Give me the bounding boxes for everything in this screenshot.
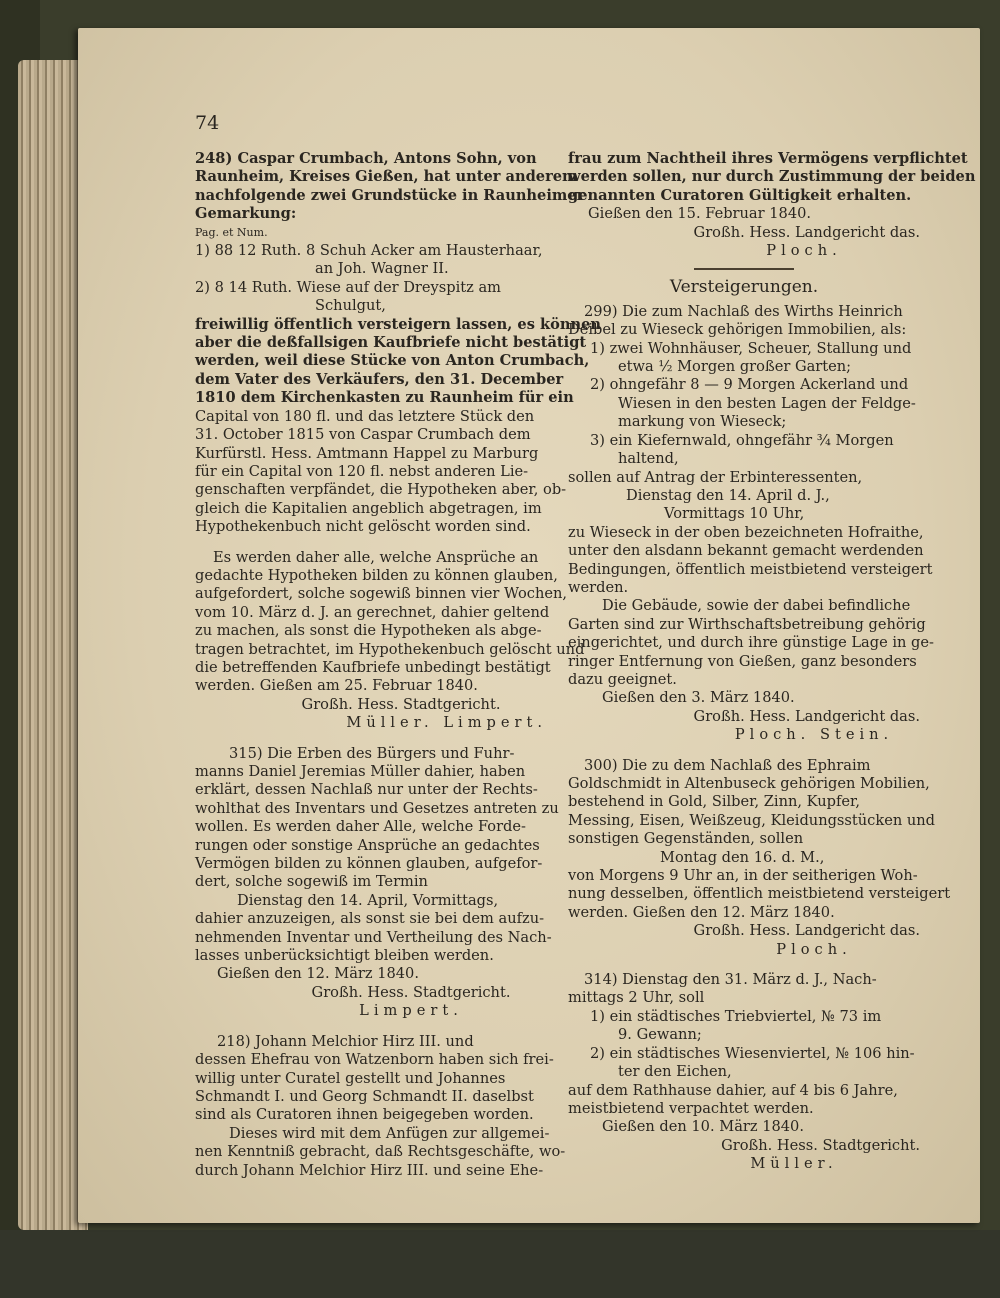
text-line: sonstigen Gegenständen, sollen <box>568 830 804 848</box>
text-line: sollen auf Antrag der Erbinteressenten, <box>568 468 863 486</box>
text-line: Gießen den 12. März 1840. <box>217 965 419 983</box>
text-line: durch Johann Melchior Hirz III. und seine Ehe- <box>195 1161 544 1179</box>
spacer <box>568 745 920 757</box>
text-line: auf dem Rathhause dahier, auf 4 bis 6 Jahre, <box>568 1081 898 1099</box>
text-line: dazu geeignet. <box>568 670 677 688</box>
text-line: eingerichtet, und durch ihre günstige Lage in ge- <box>568 634 934 652</box>
text-line: Schulgut, <box>315 297 386 315</box>
text-line: gedachte Hypotheken bilden zu können glauben, <box>195 566 558 584</box>
court-name: Großh. Hess. Landgericht das. <box>693 922 920 940</box>
text-line: gleich die Kapitalien angeblich abgetragen, im <box>195 499 542 517</box>
text-line: Gießen den 3. März 1840. <box>602 689 795 707</box>
text-line: markung von Wieseck; <box>618 413 787 431</box>
text-line: wollen. Es werden daher Alle, welche Forde- <box>195 818 526 836</box>
text-line: freiwillig öffentlich versteigern lassen, es können <box>195 315 601 333</box>
text-line: Es werden daher alle, welche Ansprüche an <box>213 548 539 566</box>
page-number: 74 <box>195 112 220 134</box>
text-line: Gießen den 15. Februar 1840. <box>588 205 812 223</box>
text-line: aber die deßfallsigen Kaufbriefe nicht bestätigt <box>195 334 587 352</box>
text-line: zu Wieseck in der oben bezeichneten Hofraithe, <box>568 523 924 541</box>
text-line: haltend, <box>618 450 679 468</box>
signature: Müller. Limpert. <box>346 714 547 732</box>
text-line: 218) Johann Melchior Hirz III. und <box>217 1032 474 1050</box>
text-line: werden. Gießen am 25. Februar 1840. <box>195 677 478 695</box>
text-line: dem Vater des Verkäufers, den 31. December <box>195 370 564 388</box>
text-line: dahier anzuzeigen, als sonst sie bei dem aufzu- <box>195 910 545 928</box>
court-name: Großh. Hess. Landgericht das. <box>693 223 920 241</box>
text-line: Kurfürstl. Hess. Amtmann Happel zu Marburg <box>195 444 539 462</box>
text-line: meistbietend verpachtet werden. <box>568 1099 814 1117</box>
text-line: vom 10. März d. J. an gerechnet, dahier geltend <box>195 603 550 621</box>
text-line: manns Daniel Jeremias Müller dahier, haben <box>195 763 526 780</box>
text-line: unter den alsdann bekannt gemacht werdenden <box>568 542 924 560</box>
text-line: nung desselben, öffentlich meistbietend versteigert <box>568 885 951 903</box>
text-line: Gemarkung: <box>195 205 297 223</box>
spacer <box>568 959 920 971</box>
spacer <box>195 1021 547 1033</box>
text-line: 1810 dem Kirchenkasten zu Raunheim für ein <box>195 389 574 407</box>
text-line: mittags 2 Uhr, soll <box>568 989 705 1007</box>
text-line: dessen Ehefrau von Watzenborn haben sich frei- <box>195 1051 554 1069</box>
court-name: Großh. Hess. Stadtgericht. <box>721 1136 920 1154</box>
list-item: 2) ohngefähr 8 — 9 Morgen Ackerland und <box>590 376 909 394</box>
text-line: werden, weil diese Stücke von Anton Crumbach, <box>195 352 590 370</box>
text-line: Vermögen bilden zu können glauben, aufgefor- <box>195 855 543 873</box>
text-line: Garten sind zur Wirthschaftsbetreibung gehörig <box>568 615 926 633</box>
text-line: 314) Dienstag den 31. März d. J., Nach- <box>584 971 877 989</box>
text-line: nehmenden Inventar und Vertheilung des Nach- <box>195 928 552 946</box>
text-line: aufgefordert, solche sogewiß binnen vier Wochen, <box>195 585 568 603</box>
text-line: wohlthat des Inventars und Gesetzes antreten zu <box>195 799 559 817</box>
text-line: Raunheim, Kreises Gießen, hat unter anderem <box>195 168 578 186</box>
text-line: Montag den 16. d. M., <box>660 848 825 866</box>
text-line: Pag. et Num. <box>195 225 268 239</box>
text-line: Die Gebäude, sowie der dabei befindliche <box>602 597 911 615</box>
text-line: nachfolgende zwei Grundstücke in Raunheimer <box>195 186 585 204</box>
text-line: rungen oder sonstige Ansprüche an gedachtes <box>195 836 540 854</box>
text-line: Capital von 180 fl. und das letztere Stück den <box>195 407 535 425</box>
list-item: 1) zwei Wohnhäuser, Scheuer, Stallung und <box>590 339 912 357</box>
text-line: 1) 88 12 Ruth. 8 Schuh Acker am Hausterhaar, <box>195 242 543 260</box>
text-line: werden. Gießen den 12. März 1840. <box>568 903 835 921</box>
text-line: nen Kenntniß gebracht, daß Rechtsgeschäfte, wo- <box>195 1143 566 1161</box>
text-line: Deibel zu Wieseck gehörigen Immobilien, als: <box>568 321 907 339</box>
text-line: willig unter Curatel gestellt und Johannes <box>195 1069 506 1087</box>
text-line: werden. <box>568 578 629 596</box>
spacer <box>195 733 547 745</box>
text-line: lasses unberücksichtigt bleiben werden. <box>195 947 494 965</box>
right-column <box>568 150 976 1174</box>
text-line: die betreffenden Kaufbriefe unbedingt bestätigt <box>195 658 551 676</box>
text-line: Messing, Eisen, Weißzeug, Kleidungsstücken und <box>568 811 936 829</box>
signature: Limpert. <box>359 1002 463 1020</box>
text-line: werden sollen, nur durch Zustimmung der beiden <box>568 168 976 186</box>
court-name: Großh. Hess. Stadtgericht. <box>311 983 511 1001</box>
court-name: Großh. Hess. Stadtgericht. <box>301 695 501 713</box>
text-line: ringer Entfernung von Gießen, ganz besonders <box>568 652 917 670</box>
text-line: zu machen, als sonst die Hypotheken als abge- <box>195 622 542 640</box>
text-line: Dieses wird mit dem Anfügen zur allgemei- <box>229 1124 550 1142</box>
text-line: 9. Gewann; <box>618 1026 702 1044</box>
section-heading: Versteigerungen. <box>669 277 819 298</box>
text-line: 2) 8 14 Ruth. Wiese auf der Dreyspitz am <box>195 278 502 296</box>
divider <box>694 268 794 270</box>
text-line: 31. October 1815 von Caspar Crumbach dem <box>195 426 531 444</box>
court-name: Großh. Hess. Landgericht das. <box>693 707 920 725</box>
signature: Müller. <box>750 1155 838 1173</box>
text-line: etwa ½ Morgen großer Garten; <box>618 358 852 376</box>
spacer <box>195 537 547 549</box>
text-line: genannten Curatoren Gültigkeit erhalten. <box>568 186 912 204</box>
text-line: für ein Capital von 120 fl. nebst anderen Lie- <box>195 462 529 480</box>
text-line: Hypothekenbuch nicht gelöscht worden sind. <box>195 518 531 536</box>
background-bottom <box>0 1230 1000 1298</box>
text-line: erklärt, dessen Nachlaß nur unter der Rechts- <box>195 781 538 799</box>
text-line: sind als Curatoren ihnen beigegeben worden. <box>195 1106 534 1124</box>
list-item: 2) ein städtisches Wiesenviertel, № 106 hin- <box>590 1044 915 1062</box>
text-line: dert, solche sogewiß im Termin <box>195 873 428 891</box>
text-line: Vormittags 10 Uhr, <box>664 505 805 523</box>
text-line: genschaften verpfändet, die Hypotheken aber, ob- <box>195 481 567 499</box>
text-line: ter den Eichen, <box>618 1063 732 1081</box>
text-line: Bedingungen, öffentlich meistbietend versteigert <box>568 560 933 578</box>
text-line: tragen betrachtet, im Hypothekenbuch gelöscht und <box>195 640 585 658</box>
signature: Ploch. <box>766 242 842 260</box>
text-line: Schmandt I. und Georg Schmandt II. daselbst <box>195 1087 534 1105</box>
text-line: Wiesen in den besten Lagen der Feldge- <box>618 394 916 412</box>
list-item: 1) ein städtisches Triebviertel, № 73 im <box>590 1007 882 1025</box>
text-line: von Morgens 9 Uhr an, in der seitherigen Woh- <box>568 867 918 885</box>
text-line: Dienstag den 14. April d. J., <box>626 486 830 504</box>
text-line: 248) Caspar Crumbach, Antons Sohn, von <box>195 150 537 167</box>
signature: Ploch. Stein. <box>734 726 894 744</box>
list-item: 3) ein Kiefernwald, ohngefähr ¾ Morgen <box>590 431 894 449</box>
text-line: Goldschmidt in Altenbuseck gehörigen Mobilien, <box>568 775 930 792</box>
left-column <box>195 150 601 1180</box>
text-line: Dienstag den 14. April, Vormittags, <box>237 891 499 909</box>
text-line: an Joh. Wagner II. <box>315 260 449 278</box>
text-line: 300) Die zu dem Nachlaß des Ephraim <box>584 756 871 774</box>
text-line: Gießen den 10. März 1840. <box>602 1118 804 1136</box>
text-line: bestehend in Gold, Silber, Zinn, Kupfer, <box>568 793 861 811</box>
text-line: 315) Die Erben des Bürgers und Fuhr- <box>229 744 515 762</box>
text-line: 299) Die zum Nachlaß des Wirths Heinrich <box>584 302 903 320</box>
text-line: frau zum Nachtheil ihres Vermögens verpflichtet <box>568 150 968 167</box>
signature: Ploch. <box>776 940 852 958</box>
